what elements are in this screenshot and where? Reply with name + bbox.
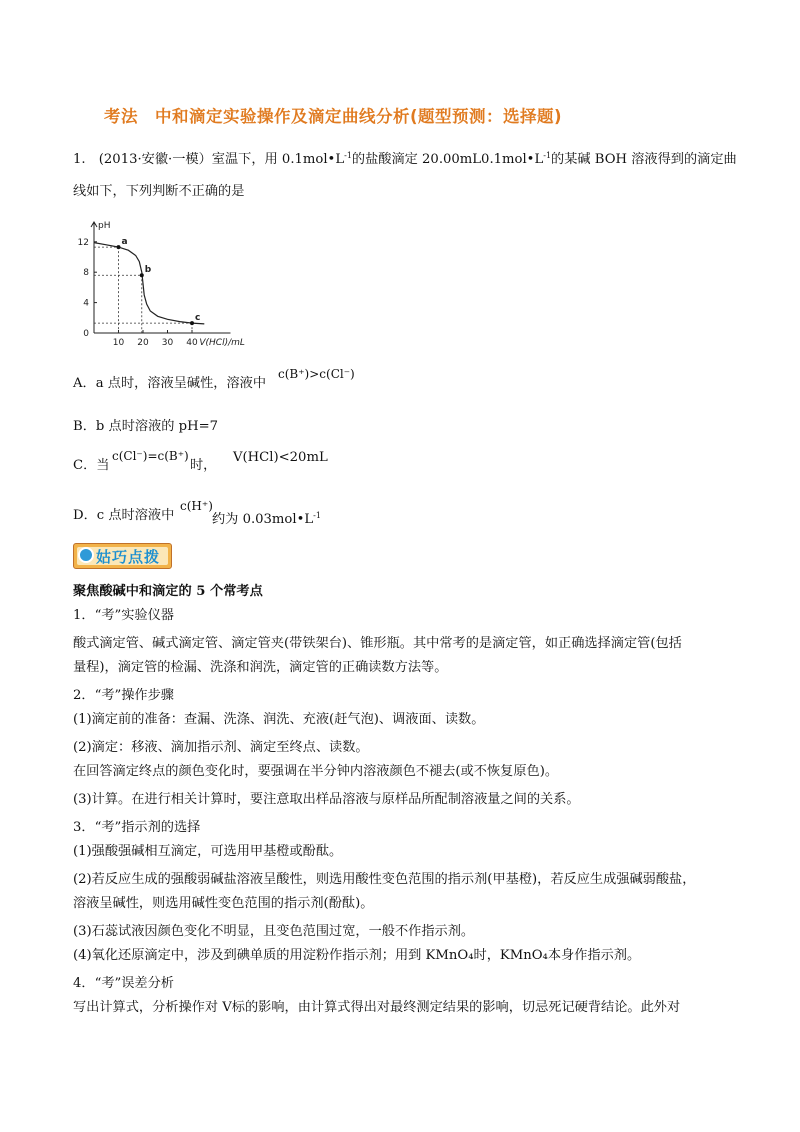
section-line: (2)若反应生成的强酸弱碱盐溶液呈酸性，则选用酸性变色范围的指示剂(甲基橙)，若反应生成强碱弱酸盐， xyxy=(73,872,696,887)
section-line: 写出计算式，分析操作对 V标的影响，由计算式得出对最终测定结果的影响，切忌死记硬背结论。此外对 xyxy=(73,1000,681,1015)
badge-label: 姑巧点拨 xyxy=(96,548,161,566)
x-tick-label: 20 xyxy=(137,338,149,348)
option-a xyxy=(73,374,266,394)
section-heading: 聚焦酸碱中和滴定的 5 个常考点 xyxy=(73,584,263,599)
superscript: -1 xyxy=(543,151,552,160)
x-tick-label: 40 xyxy=(186,338,198,348)
option-d-fraction: c(H⁺) xyxy=(180,499,213,513)
option-d-tail-text: 约为 0.03mol•L xyxy=(212,512,314,527)
titration-curve-line xyxy=(94,243,204,324)
section-line: 2．“考”操作步骤 xyxy=(73,688,174,703)
section-line: (3)石蕊试液因颜色变化不明显，且变色范围过宽，一般不作指示剂。 xyxy=(73,924,475,939)
option-a-text: A．a 点时，溶液呈碱性，溶液中 xyxy=(73,376,267,391)
option-c-prefix: C．当 xyxy=(73,458,110,473)
section-line: (2)滴定：移液、滴加指示剂、滴定至终点、读数。 xyxy=(73,740,369,755)
section-line: 4．“考”误差分析 xyxy=(73,976,174,991)
option-a-fraction: c(B⁺)>c(Cl⁻) xyxy=(278,367,355,381)
section-line: (3)计算。在进行相关计算时，要注意取出样品溶液与原样品所配制溶液量之间的关系。 xyxy=(73,792,580,807)
section-line: 在回答滴定终点的颜色变化时，要强调在半分钟内溶液颜色不褪去(或不恢复原色)。 xyxy=(73,764,559,779)
section-line: (1)强酸强碱相互滴定，可选用甲基橙或酚酞。 xyxy=(73,844,343,859)
page-title: 考法 中和滴定实验操作及滴定曲线分析(题型预测：选择题) xyxy=(104,107,563,126)
x-tick-label: 30 xyxy=(161,338,174,348)
option-c-fraction: c(Cl⁻)=c(B⁺) xyxy=(112,449,189,463)
section-line: 3．“考”指示剂的选择 xyxy=(73,820,201,835)
point-label-b: b xyxy=(144,265,152,276)
section-line: 1．“考”实验仪器 xyxy=(73,608,174,623)
question-text-a: 1. (2013·安徽·一模）室温下，用 0.1mol•L xyxy=(73,152,345,167)
option-d-tail xyxy=(212,506,321,530)
option-c-mid: 时， xyxy=(190,458,217,473)
y-tick-label: 0 xyxy=(83,329,89,339)
section-line: (1)滴定前的准备：查漏、洗涤、润洗、充液(赶气泡)、调液面、读数。 xyxy=(73,712,485,727)
option-c-tail: V(HCl)<20mL xyxy=(233,450,328,465)
tips-badge xyxy=(73,543,172,569)
point-a xyxy=(117,245,121,249)
superscript: -1 xyxy=(344,151,352,160)
option-c xyxy=(73,456,109,476)
section-line: 量程)，滴定管的检漏、洗涤和润洗，滴定管的正确读数方法等。 xyxy=(73,660,448,675)
titration-curve-chart xyxy=(70,212,285,352)
y-tick-label: 4 xyxy=(83,298,89,309)
question-text-c: 的某碱 BOH 溶液得到的滴定曲 xyxy=(551,152,737,167)
y-axis-label: pH xyxy=(98,221,111,231)
point-label-a: a xyxy=(121,237,128,248)
section-line: (4)氧化还原滴定中，涉及到碘单质的用淀粉作指示剂；用到 KMnO₄时，KMnO₄本身作指示剂。 xyxy=(73,948,641,963)
option-b: B．b 点时溶液的 pH=7 xyxy=(73,419,219,434)
question-text-b: 的盐酸滴定 20.00mL0.1mol•L xyxy=(351,152,544,167)
point-b xyxy=(140,273,144,277)
superscript: -1 xyxy=(313,511,321,520)
point-label-c: c xyxy=(195,313,201,324)
point-c xyxy=(190,321,194,325)
x-axis-label: V(HCl)/mL xyxy=(199,338,245,348)
option-d xyxy=(73,506,174,526)
lightbulb-icon xyxy=(78,547,94,563)
question-line-1 xyxy=(73,146,737,170)
section-line: 酸式滴定管、碱式滴定管、滴定管夹(带铁架台)、锥形瓶。其中常考的是滴定管，如正确选择滴定管(包括 xyxy=(73,636,682,651)
option-d-prefix: D．c 点时溶液中 xyxy=(73,508,175,523)
question-line-2: 线如下，下列判断不正确的是 xyxy=(73,184,245,199)
y-tick-label: 12 xyxy=(77,237,89,248)
x-tick-label: 10 xyxy=(112,338,125,348)
section-line: 溶液呈碱性，则选用碱性变色范围的指示剂(酚酞)。 xyxy=(73,896,374,911)
y-tick-label: 8 xyxy=(83,268,89,279)
